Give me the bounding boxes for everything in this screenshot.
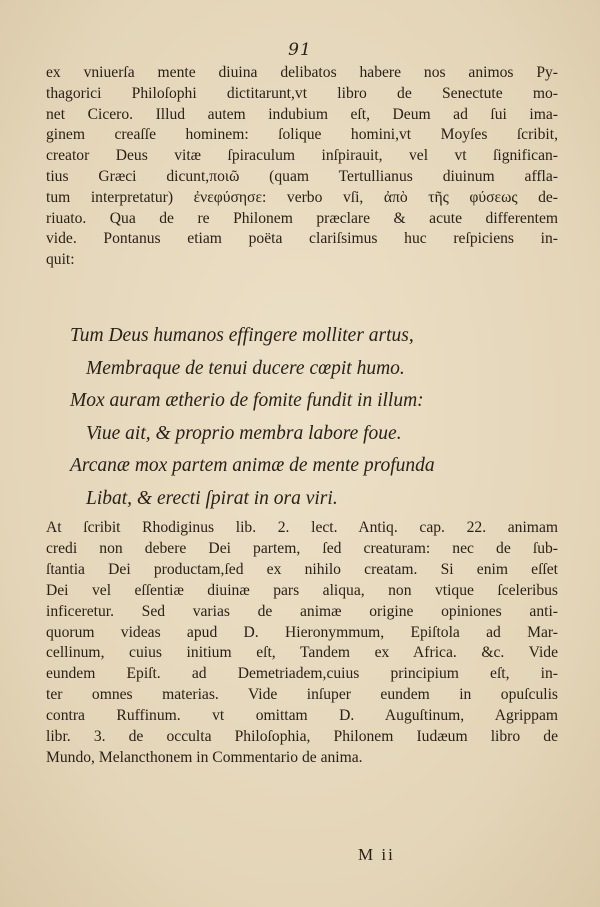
text-line: At ſcribit Rhodiginus lib. 2. lect. Antiq. cap. 22. animam [46,519,558,536]
text-line: Mundo, Melancthonem in Commentario de anima. [46,748,363,766]
text-line: net Cicero. Illud autem indubium eſt, Deum ad ſui ima- [46,105,558,123]
verse-line: Membraque de tenui ducere cœpit humo. [86,357,405,379]
text-line: cellinum, cuius initium eſt, Tandem ex Africa. &c. Vide [46,644,558,662]
text-line: ex vniuerſa mente diuina delibatos habere nos animos Py- [46,64,558,81]
verse-line: Arcanæ mox partem animæ de mente profunda [70,455,435,476]
text-line: riuato. Qua de re Philonem præclare & acute differentem [46,209,558,227]
paragraph-2 [46,518,558,769]
page-number: 91 [288,40,312,60]
verse-line: Mox auram ætherio de fomite fundit in illum: [70,390,424,411]
signature-mark: M ii [358,845,395,864]
text-line: vide. Pontanus etiam poëta clariſsimus huc reſpiciens in- [46,230,558,248]
text-line: tius Græci dicunt,ποιῶ (quam Tertullianus diuinum affla- [46,167,558,185]
text-line: quorum videas apud D. Hieronymmum, Epiſtola ad Mar- [46,623,558,641]
text-line: inficeretur. Sed varias de animæ origine opiniones anti- [46,602,558,620]
verse-line: Libat, & erecti ſpirat in ora viri. [86,487,338,509]
text-line: creator Deus vitæ ſpiraculum inſpirauit, vel vt ſignifican- [46,147,558,165]
text-line: ſtantia Dei productam,ſed ex nihilo creatam. Si enim eſſet [46,560,558,578]
text-line: ginem creaſſe hominem: ſolique homini,vt Moyſes ſcribit, [46,126,558,144]
verse-line: Tum Deus humanos effingere molliter artus, [70,325,414,346]
text-line: libr. 3. de occulta Philoſophia, Philonem Iudæum libro de [46,728,558,746]
text-line: thagorici Philoſophi dictitarunt,vt libro de Senectute mo- [46,84,558,102]
verse-quotation [70,320,540,515]
paragraph-1 [46,63,558,271]
text-line: ter omnes materias. Vide inſuper eundem in opuſculis [46,686,558,704]
text-line: credi non debere Dei partem, ſed creaturam: nec de ſub- [46,539,558,557]
text-line: Dei vel eſſentiæ diuinæ pars aliqua, non vtique ſceleribus [46,581,558,599]
verse-line: Viue ait, & proprio membra labore foue. [86,422,402,444]
text-line: quit: [46,251,75,269]
text-line: contra Ruffinum. vt omittam D. Auguſtinum, Agrippam [46,707,558,725]
text-line: tum interpretatur) ἐνεφύσησε: verbo vſi, ἀπὸ τῆς φύσεως de- [46,188,558,206]
text-line: eundem Epiſt. ad Demetriadem,cuius principium eſt, in- [46,665,558,683]
